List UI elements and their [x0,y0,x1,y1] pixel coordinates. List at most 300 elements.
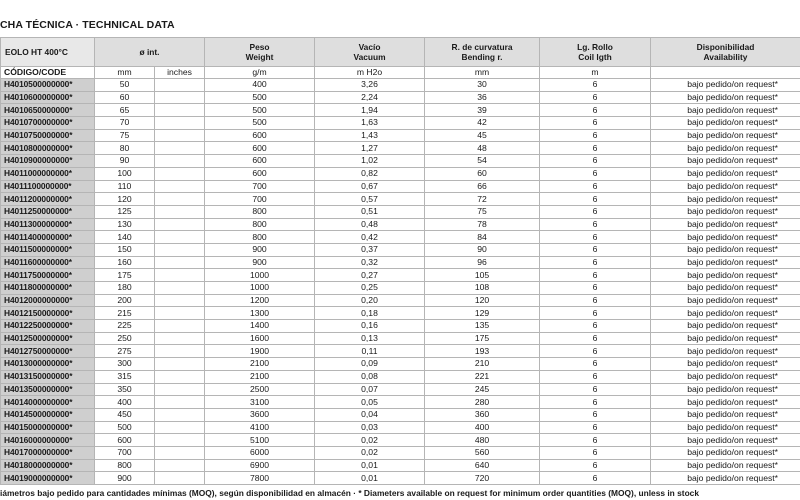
table-row [1,307,800,320]
availability-cell: bajo pedido/on request* [651,231,800,244]
diameter-mm-cell: 225 [95,320,155,333]
coil-length-cell: 6 [540,307,651,320]
diameter-mm-cell: 50 [95,79,155,92]
vacuum-cell: 0,01 [315,459,425,472]
bending-cell: 480 [425,434,540,447]
availability-cell: bajo pedido/on request* [651,142,800,155]
code-cell: H4010500000000* [1,79,95,92]
diameter-mm-cell: 200 [95,294,155,307]
vacuum-cell: 3,26 [315,79,425,92]
code-cell: H4013150000000* [1,370,95,383]
diameter-mm-cell: 60 [95,91,155,104]
coil-length-cell: 6 [540,421,651,434]
diameter-mm-cell: 120 [95,193,155,206]
availability-cell: bajo pedido/on request* [651,91,800,104]
bending-cell: 108 [425,282,540,295]
coil-header-en: Coil lgth [578,52,612,62]
weight-cell: 2500 [205,383,315,396]
availability-cell: bajo pedido/on request* [651,256,800,269]
vacuum-cell: 0,16 [315,320,425,333]
table-row [1,294,800,307]
weight-cell: 1300 [205,307,315,320]
diameter-mm-cell: 150 [95,243,155,256]
bending-cell: 120 [425,294,540,307]
bending-cell: 36 [425,91,540,104]
diameter-mm-cell: 500 [95,421,155,434]
diameter-mm-cell: 100 [95,167,155,180]
table-row [1,117,800,130]
diameter-mm-cell: 400 [95,396,155,409]
diameter-inches-cell [155,307,205,320]
code-cell: H4011750000000* [1,269,95,282]
diameter-mm-cell: 900 [95,472,155,485]
code-cell: H4014000000000* [1,396,95,409]
mm-unit: mm [95,67,155,79]
vacuum-cell: 0,82 [315,167,425,180]
vacuum-cell: 0,32 [315,256,425,269]
weight-cell: 4100 [205,421,315,434]
code-cell: H4010600000000* [1,91,95,104]
bending-cell: 48 [425,142,540,155]
coil-length-cell: 6 [540,282,651,295]
diameter-inches-cell [155,358,205,371]
table-row [1,370,800,383]
diameter-mm-cell: 275 [95,345,155,358]
coil-length-cell: 6 [540,91,651,104]
coil-length-cell: 6 [540,129,651,142]
diameter-inches-cell [155,231,205,244]
vacuum-cell: 0,02 [315,434,425,447]
weight-cell: 700 [205,180,315,193]
code-cell: H4011100000000* [1,180,95,193]
availability-cell: bajo pedido/on request* [651,358,800,371]
availability-cell: bajo pedido/on request* [651,218,800,231]
weight-header-en: Weight [245,52,274,62]
availability-cell: bajo pedido/on request* [651,345,800,358]
bending-cell: 720 [425,472,540,485]
diameter-mm-cell: 315 [95,370,155,383]
vacuum-cell: 0,37 [315,243,425,256]
code-cell: H4012250000000* [1,320,95,333]
diameter-mm-cell: 110 [95,180,155,193]
coil-length-cell: 6 [540,167,651,180]
coil-length-cell: 6 [540,383,651,396]
vacuum-cell: 1,94 [315,104,425,117]
coil-length-cell: 6 [540,370,651,383]
diameter-inches-cell [155,294,205,307]
weight-cell: 2100 [205,358,315,371]
weight-cell: 600 [205,167,315,180]
weight-header [205,38,315,67]
bending-cell: 640 [425,459,540,472]
vacuum-cell: 0,42 [315,231,425,244]
availability-cell: bajo pedido/on request* [651,307,800,320]
bending-cell: 175 [425,332,540,345]
coil-length-cell: 6 [540,218,651,231]
table-row [1,256,800,269]
weight-cell: 500 [205,104,315,117]
coil-length-cell: 6 [540,142,651,155]
bending-cell: 90 [425,243,540,256]
table-row [1,358,800,371]
code-cell: H4010700000000* [1,117,95,130]
table-row [1,332,800,345]
vacuum-cell: 2,24 [315,91,425,104]
coil-length-cell: 6 [540,243,651,256]
bending-cell: 135 [425,320,540,333]
vacuum-cell: 0,05 [315,396,425,409]
weight-cell: 800 [205,218,315,231]
code-cell: H4010800000000* [1,142,95,155]
coil-length-cell: 6 [540,231,651,244]
product-header: EOLO HT 400°C [1,38,95,67]
table-row [1,231,800,244]
diameter-inches-cell [155,472,205,485]
bending-cell: 54 [425,155,540,168]
availability-cell: bajo pedido/on request* [651,79,800,92]
diameter-inches-cell [155,434,205,447]
diameter-inches-cell [155,117,205,130]
weight-cell: 400 [205,79,315,92]
diameter-mm-cell: 75 [95,129,155,142]
availability-header [651,38,800,67]
vacuum-cell: 1,27 [315,142,425,155]
vacuum-cell: 0,18 [315,307,425,320]
table-row [1,129,800,142]
bending-cell: 78 [425,218,540,231]
coil-length-cell: 6 [540,320,651,333]
inches-unit: inches [155,67,205,79]
table-row [1,434,800,447]
availability-cell: bajo pedido/on request* [651,129,800,142]
diameter-inches-cell [155,383,205,396]
diameter-inches-cell [155,408,205,421]
weight-cell: 1000 [205,282,315,295]
weight-cell: 1900 [205,345,315,358]
diameter-inches-cell [155,205,205,218]
table-row [1,282,800,295]
coil-length-cell: 6 [540,396,651,409]
coil-length-cell: 6 [540,472,651,485]
table-row [1,167,800,180]
vacuum-cell: 0,07 [315,383,425,396]
availability-cell: bajo pedido/on request* [651,269,800,282]
diameter-inches-cell [155,91,205,104]
weight-cell: 7800 [205,472,315,485]
weight-cell: 900 [205,256,315,269]
diameter-inches-cell [155,104,205,117]
coil-length-cell: 6 [540,446,651,459]
vacuum-cell: 0,11 [315,345,425,358]
code-cell: H4017000000000* [1,446,95,459]
weight-cell: 3600 [205,408,315,421]
table-row [1,446,800,459]
coil-length-cell: 6 [540,256,651,269]
vacuum-cell: 0,02 [315,446,425,459]
coil-length-cell: 6 [540,79,651,92]
code-unit: CÓDIGO/CODE [1,67,95,79]
bending-cell: 66 [425,180,540,193]
code-cell: H4013000000000* [1,358,95,371]
table-row [1,243,800,256]
diameter-inches-cell [155,459,205,472]
bending-cell: 72 [425,193,540,206]
diameter-inches-cell [155,320,205,333]
coil-length-cell: 6 [540,269,651,282]
weight-header-es: Peso [249,42,270,52]
code-cell: H4018000000000* [1,459,95,472]
diameter-mm-cell: 130 [95,218,155,231]
bending-cell: 360 [425,408,540,421]
coil-length-cell: 6 [540,155,651,168]
code-cell: H4013500000000* [1,383,95,396]
units-row [1,67,800,79]
header-row [1,38,800,67]
code-cell: H4010750000000* [1,129,95,142]
page-title: CHA TÉCNICA · TECHNICAL DATA [0,19,175,31]
vacuum-cell: 0,57 [315,193,425,206]
bending-cell: 560 [425,446,540,459]
bending-cell: 210 [425,358,540,371]
availability-cell: bajo pedido/on request* [651,167,800,180]
diameter-mm-cell: 180 [95,282,155,295]
diameter-inches-cell [155,243,205,256]
coil-length-cell: 6 [540,104,651,117]
availability-cell: bajo pedido/on request* [651,282,800,295]
diameter-mm-cell: 125 [95,205,155,218]
table-row [1,459,800,472]
vacuum-cell: 0,01 [315,472,425,485]
weight-cell: 1400 [205,320,315,333]
diameter-mm-cell: 215 [95,307,155,320]
diameter-inches-cell [155,256,205,269]
bending-cell: 84 [425,231,540,244]
coil-length-cell: 6 [540,459,651,472]
code-cell: H4012750000000* [1,345,95,358]
coil-length-cell: 6 [540,332,651,345]
diameter-inches-cell [155,218,205,231]
code-cell: H4012000000000* [1,294,95,307]
diameter-mm-cell: 700 [95,446,155,459]
code-cell: H4011300000000* [1,218,95,231]
coil-length-cell: 6 [540,294,651,307]
availability-header-en: Availability [703,52,748,62]
table-row [1,472,800,485]
table-row [1,91,800,104]
code-cell: H4011250000000* [1,205,95,218]
vacuum-cell: 0,25 [315,282,425,295]
code-cell: H4011600000000* [1,256,95,269]
diameter-inches-cell [155,446,205,459]
diameter-inches-cell [155,142,205,155]
diameter-mm-cell: 160 [95,256,155,269]
code-cell: H4012150000000* [1,307,95,320]
coil-length-cell: 6 [540,434,651,447]
availability-cell: bajo pedido/on request* [651,421,800,434]
table-row [1,142,800,155]
availability-cell: bajo pedido/on request* [651,155,800,168]
vacuum-cell: 0,08 [315,370,425,383]
weight-cell: 500 [205,117,315,130]
bending-cell: 245 [425,383,540,396]
diameter-inches-cell [155,269,205,282]
bending-header-en: Bending r. [461,52,503,62]
availability-cell: bajo pedido/on request* [651,294,800,307]
diameter-inches-cell [155,180,205,193]
code-cell: H4015000000000* [1,421,95,434]
vacuum-cell: 0,03 [315,421,425,434]
availability-cell: bajo pedido/on request* [651,459,800,472]
weight-cell: 1200 [205,294,315,307]
table-row [1,383,800,396]
weight-cell: 600 [205,142,315,155]
diameter-inches-cell [155,421,205,434]
code-cell: H4012500000000* [1,332,95,345]
coil-header [540,38,651,67]
weight-cell: 600 [205,129,315,142]
footnote: iámetros bajo pedido para cantidades mínimas (MOQ), según disponibilidad en almacén · * Diameters available on request for minimum order quantities (MOQ), unless in stock [0,488,699,498]
code-cell: H4011400000000* [1,231,95,244]
code-cell: H4011200000000* [1,193,95,206]
availability-cell: bajo pedido/on request* [651,193,800,206]
table-row [1,320,800,333]
diameter-mm-cell: 450 [95,408,155,421]
vacuum-cell: 0,48 [315,218,425,231]
diameter-inches-cell [155,129,205,142]
coil-length-cell: 6 [540,180,651,193]
availability-cell: bajo pedido/on request* [651,434,800,447]
bending-cell: 45 [425,129,540,142]
availability-cell: bajo pedido/on request* [651,396,800,409]
vacuum-cell: 0,13 [315,332,425,345]
avail-unit [651,67,800,79]
bending-header [425,38,540,67]
vacuum-cell: 0,09 [315,358,425,371]
diameter-inches-cell [155,282,205,295]
diameter-mm-cell: 70 [95,117,155,130]
bending-cell: 39 [425,104,540,117]
availability-cell: bajo pedido/on request* [651,243,800,256]
diameter-mm-cell: 250 [95,332,155,345]
vacuum-header-es: Vacío [358,42,381,52]
vacuum-header [315,38,425,67]
table-row [1,345,800,358]
coil-header-es: Lg. Rollo [577,42,613,52]
code-cell: H4016000000000* [1,434,95,447]
bending-cell: 30 [425,79,540,92]
weight-cell: 2100 [205,370,315,383]
table-row [1,79,800,92]
diameter-inches-cell [155,155,205,168]
vacuum-cell: 0,51 [315,205,425,218]
bending-cell: 105 [425,269,540,282]
availability-cell: bajo pedido/on request* [651,104,800,117]
weight-cell: 600 [205,155,315,168]
vacuum-cell: 0,67 [315,180,425,193]
coil-length-cell: 6 [540,205,651,218]
diameter-mm-cell: 80 [95,142,155,155]
table-row [1,205,800,218]
bend-unit: mm [425,67,540,79]
coil-length-cell: 6 [540,408,651,421]
table-row [1,421,800,434]
bending-cell: 75 [425,205,540,218]
weight-cell: 3100 [205,396,315,409]
weight-cell: 5100 [205,434,315,447]
table-row [1,180,800,193]
vacuum-unit: m H2o [315,67,425,79]
weight-cell: 6900 [205,459,315,472]
diameter-inches-cell [155,332,205,345]
diameter-inches-cell [155,345,205,358]
bending-cell: 400 [425,421,540,434]
coil-length-cell: 6 [540,193,651,206]
bending-cell: 96 [425,256,540,269]
weight-cell: 800 [205,231,315,244]
diameter-inches-cell [155,396,205,409]
diameter-mm-cell: 140 [95,231,155,244]
table-row [1,218,800,231]
availability-cell: bajo pedido/on request* [651,320,800,333]
diameter-mm-cell: 90 [95,155,155,168]
coil-length-cell: 6 [540,345,651,358]
coil-unit: m [540,67,651,79]
weight-cell: 700 [205,193,315,206]
availability-cell: bajo pedido/on request* [651,472,800,485]
vacuum-cell: 1,63 [315,117,425,130]
bending-cell: 42 [425,117,540,130]
availability-cell: bajo pedido/on request* [651,446,800,459]
availability-cell: bajo pedido/on request* [651,205,800,218]
diameter-mm-cell: 300 [95,358,155,371]
bending-header-es: R. de curvatura [451,42,513,52]
availability-cell: bajo pedido/on request* [651,180,800,193]
vacuum-cell: 0,20 [315,294,425,307]
diameter-inches-cell [155,79,205,92]
weight-cell: 1000 [205,269,315,282]
table-row [1,396,800,409]
diameter-mm-cell: 350 [95,383,155,396]
weight-cell: 800 [205,205,315,218]
diameter-mm-cell: 800 [95,459,155,472]
code-cell: H4010900000000* [1,155,95,168]
diameter-mm-cell: 175 [95,269,155,282]
table-row [1,104,800,117]
vacuum-cell: 0,27 [315,269,425,282]
coil-length-cell: 6 [540,117,651,130]
vacuum-header-en: Vacuum [353,52,386,62]
table-row [1,269,800,282]
bending-cell: 60 [425,167,540,180]
bending-cell: 193 [425,345,540,358]
diameter-inches-cell [155,370,205,383]
weight-unit: g/m [205,67,315,79]
availability-cell: bajo pedido/on request* [651,332,800,345]
diameter-mm-cell: 65 [95,104,155,117]
availability-cell: bajo pedido/on request* [651,117,800,130]
availability-cell: bajo pedido/on request* [651,383,800,396]
coil-length-cell: 6 [540,358,651,371]
diameter-inches-cell [155,193,205,206]
code-cell: H4011500000000* [1,243,95,256]
code-cell: H4019000000000* [1,472,95,485]
weight-cell: 900 [205,243,315,256]
availability-cell: bajo pedido/on request* [651,408,800,421]
table-row [1,408,800,421]
weight-cell: 1600 [205,332,315,345]
availability-header-es: Disponibilidad [696,42,755,52]
weight-cell: 6000 [205,446,315,459]
